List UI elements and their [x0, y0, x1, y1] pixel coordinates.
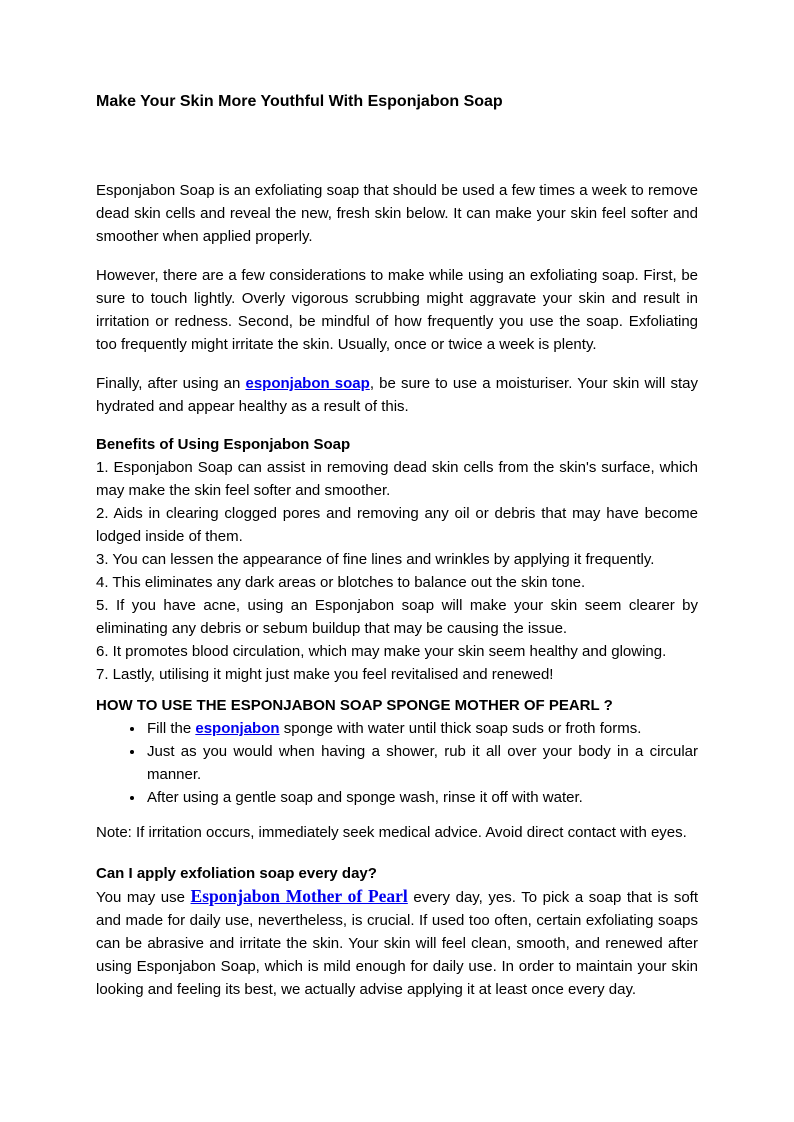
benefit-item: 6. It promotes blood circulation, which may make your skin seem healthy and glowing. — [96, 643, 667, 660]
how-to-step-1-text-after: sponge with water until thick soap suds or froth forms. — [279, 720, 642, 737]
benefit-item: 2. Aids in clearing clogged pores and removing any oil or debris that may have become lodged inside of them. — [96, 505, 698, 545]
intro-paragraph-2: However, there are a few considerations to make while using an exfoliating soap. First, be sure to touch lightly. Overly vigorous scrubbing might aggravate your skin and result in irritation or redness. Second, be mindful of how frequently you use the soap. Exfoliating too frequently might irritate the skin. Usually, once or twice a week is plenty. — [96, 267, 698, 353]
how-to-step: • Just as you would when having a shower, rub it all over your body in a circular manner. — [145, 740, 698, 786]
esponjabon-link[interactable]: esponjabon — [195, 720, 280, 737]
benefits-heading: Benefits of Using Esponjabon Soap — [96, 436, 351, 453]
faq-heading: Can I apply exfoliation soap every day? — [96, 865, 377, 882]
how-to-heading: HOW TO USE THE ESPONJABON SOAP SPONGE MOTHER OF PEARL ? — [96, 697, 613, 714]
note-text: Note: If irritation occurs, immediately seek medical advice. Avoid direct contact with eyes. — [96, 824, 687, 841]
how-to-step — [145, 717, 698, 740]
how-to-step: • After using a gentle soap and sponge wash, rinse it off with water. — [145, 786, 698, 809]
faq-answer — [96, 885, 698, 1001]
document-title: Make Your Skin More Youthful With Esponjabon Soap — [96, 93, 503, 110]
faq-section — [96, 862, 698, 1001]
intro-paragraph-3-text-before: Finally, after using an — [96, 375, 246, 392]
faq-answer-text-before: You may use — [96, 889, 191, 906]
benefit-item: 7. Lastly, utilising it might just make you feel revitalised and renewed! — [96, 666, 554, 683]
benefit-item: 5. If you have acne, using an Esponjabon soap will make your skin seem clearer by eliminating any debris or sebum buildup that may be causing the issue. — [96, 597, 698, 637]
intro-paragraph-3 — [96, 372, 698, 418]
esponjabon-soap-link[interactable]: esponjabon soap — [245, 375, 370, 392]
how-to-steps — [96, 717, 698, 809]
how-to-step-1-text-before: Fill the — [147, 720, 196, 737]
intro-paragraph-1: Esponjabon Soap is an exfoliating soap that should be used a few times a week to remove dead skin cells and reveal the new, fresh skin below. It can make your skin feel softer and smoother when applied properly. — [96, 182, 698, 245]
benefits-section — [96, 433, 698, 686]
benefit-item: 1. Esponjabon Soap can assist in removing dead skin cells from the skin's surface, which may make the skin feel softer and smoother. — [96, 459, 698, 499]
benefit-item: 3. You can lessen the appearance of fine lines and wrinkles by applying it frequently. — [96, 551, 655, 568]
intro-paragraph-3-text-after: , be sure to use a moisturiser. Your skin will stay hydrated and appear healthy as a result of this. — [96, 375, 698, 415]
faq-answer-text-after: every day, yes. To pick a soap that is soft and made for daily use, nevertheless, is crucial. If used too often, certain exfoliating soaps can be abrasive and irritate the skin. Your skin will feel clean, smooth, and renewed after using Esponjabon Soap, which is mild enough for daily use. In order to maintain your skin looking and feeling its best, we actually advise applying it at least once every day. — [96, 889, 698, 998]
esponjabon-mother-of-pearl-link[interactable]: Esponjabon Mother of Pearl — [190, 886, 408, 906]
benefit-item: 4. This eliminates any dark areas or blotches to balance out the skin tone. — [96, 574, 586, 591]
how-to-section — [96, 694, 698, 809]
